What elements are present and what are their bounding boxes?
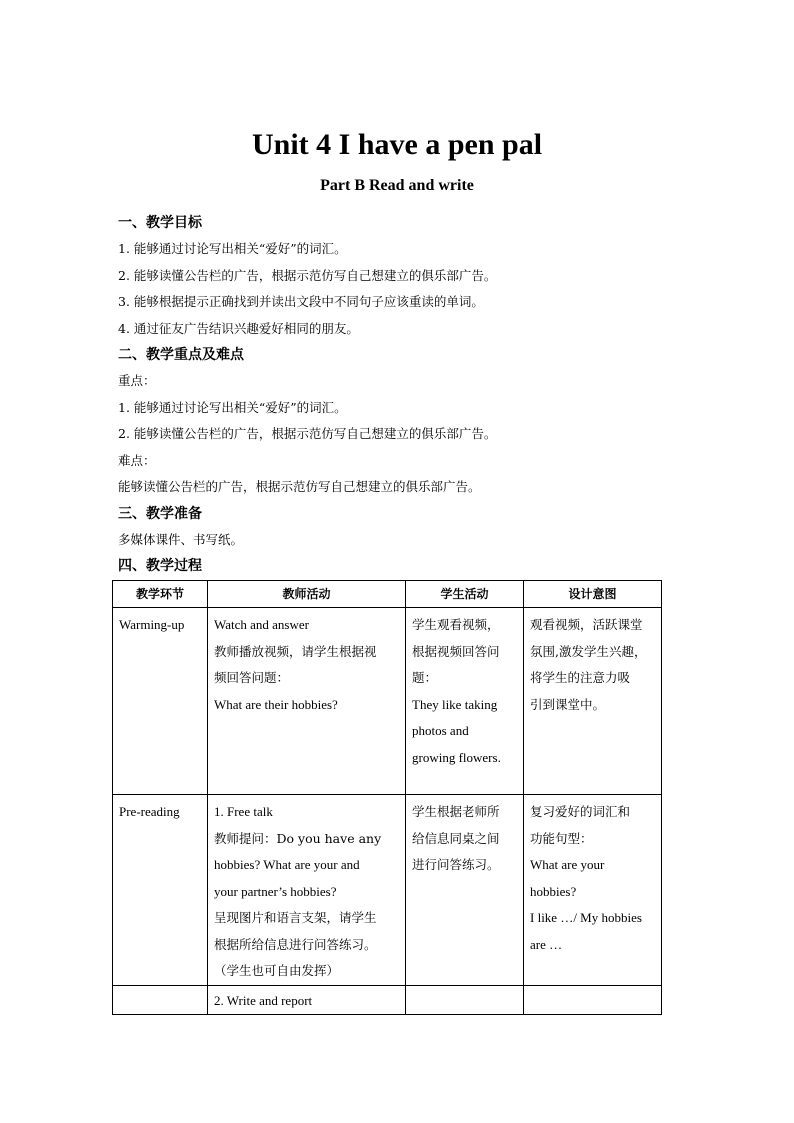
stage-cell: [113, 985, 208, 1015]
teacher-activity-cell: [208, 985, 406, 1015]
difficulty-text: 能够读懂公告栏的广告，根据示范仿写自己想建立的俱乐部广告。: [118, 479, 481, 494]
cell-line: （学生也可自由发挥）: [214, 963, 340, 978]
section-heading-objectives: 一、教学目标: [118, 215, 202, 231]
section-heading-key-points: 二、教学重点及难点: [118, 347, 244, 363]
table-header-row: [113, 581, 662, 608]
cell-line: What are your: [530, 857, 605, 872]
column-header-stage: 教学环节: [113, 581, 208, 608]
cell-line: 观看视频，活跃课堂: [530, 617, 643, 632]
cell-line: 复习爱好的词汇和: [530, 804, 631, 819]
objective-item: 4. 通过征友广告结识兴趣爱好相同的朋友。: [118, 320, 359, 336]
cell-line: hobbies?: [530, 883, 577, 899]
focus-item: 2. 能够读懂公告栏的广告，根据示范仿写自己想建立的俱乐部广告。: [118, 426, 497, 441]
table-row: [113, 985, 662, 1015]
objective-item: 1. 能够通过讨论写出相关“爱好”的词汇。: [118, 241, 347, 256]
cell-line: Warming-up: [119, 617, 185, 632]
cell-line: are …: [530, 936, 563, 952]
cell-line: 教师提问：Do you have any: [214, 830, 382, 846]
difficulty-label: 难点：: [118, 452, 156, 468]
objective-item: 3. 能够根据提示正确找到并读出文段中不同句子应该重读的单词。: [118, 294, 484, 309]
cell-line: 进行问答练习。: [412, 857, 500, 872]
cell-line: 学生观看视频，: [412, 617, 500, 632]
cell-line: 功能句型：: [530, 830, 593, 846]
objective-item: 2. 能够读懂公告栏的广告，根据示范仿写自己想建立的俱乐部广告。: [118, 267, 497, 283]
cell-line: Pre-reading: [119, 804, 180, 819]
column-header-purpose: 设计意图: [524, 581, 662, 608]
cell-line: 1. Free talk: [214, 804, 273, 819]
purpose-cell: [524, 985, 662, 1015]
cell-line: 给信息同桌之间: [412, 830, 500, 846]
focus-label: 重点：: [118, 373, 156, 388]
section-heading-process: 四、教学过程: [118, 558, 202, 574]
lesson-plan-body: [118, 210, 678, 579]
teaching-process-table: [112, 580, 662, 1015]
table-row: [113, 608, 662, 795]
cell-line: They like taking: [412, 696, 498, 712]
purpose-cell: [524, 608, 662, 795]
teacher-activity-cell: [208, 608, 406, 795]
cell-line: 学生根据老师所: [412, 804, 500, 819]
column-header-student: 学生活动: [406, 581, 524, 608]
cell-line: 2. Write and report: [214, 992, 313, 1008]
column-header-teacher: 教师活动: [208, 581, 406, 608]
cell-line: Watch and answer: [214, 617, 309, 632]
stage-cell: [113, 608, 208, 795]
cell-line: photos and: [412, 723, 469, 738]
student-activity-cell: [406, 985, 524, 1015]
cell-line: 根据视频回答问: [412, 643, 500, 659]
cell-line: growing flowers.: [412, 749, 501, 765]
cell-line: 频回答问题：: [214, 670, 290, 685]
cell-line: I like …/ My hobbies: [530, 910, 642, 925]
focus-item: 1. 能够通过讨论写出相关“爱好”的词汇。: [118, 399, 347, 415]
table-row: [113, 795, 662, 986]
cell-line: 题：: [412, 670, 438, 685]
purpose-cell: [524, 795, 662, 986]
cell-line: 氛围,激发学生兴趣，: [530, 643, 647, 659]
cell-line: 引到课堂中。: [530, 696, 606, 712]
document-subtitle: Part B Read and write: [320, 177, 474, 194]
student-activity-cell: [406, 795, 524, 986]
cell-line: 将学生的注意力吸: [530, 670, 631, 685]
stage-cell: [113, 795, 208, 986]
cell-line: 教师播放视频，请学生根据视: [214, 643, 377, 659]
cell-line: 呈现图片和语言支架，请学生: [214, 910, 377, 925]
cell-line: 根据所给信息进行问答练习。: [214, 936, 377, 952]
cell-line: What are their hobbies?: [214, 696, 338, 712]
teacher-activity-cell: [208, 795, 406, 986]
cell-line: your partner’s hobbies?: [214, 883, 337, 899]
student-activity-cell: [406, 608, 524, 795]
cell-line: hobbies? What are your and: [214, 857, 360, 872]
section-heading-preparation: 三、教学准备: [118, 505, 202, 522]
document-title: Unit 4 I have a pen pal: [251, 128, 543, 161]
preparation-text: 多媒体课件、书写纸。: [118, 531, 244, 547]
